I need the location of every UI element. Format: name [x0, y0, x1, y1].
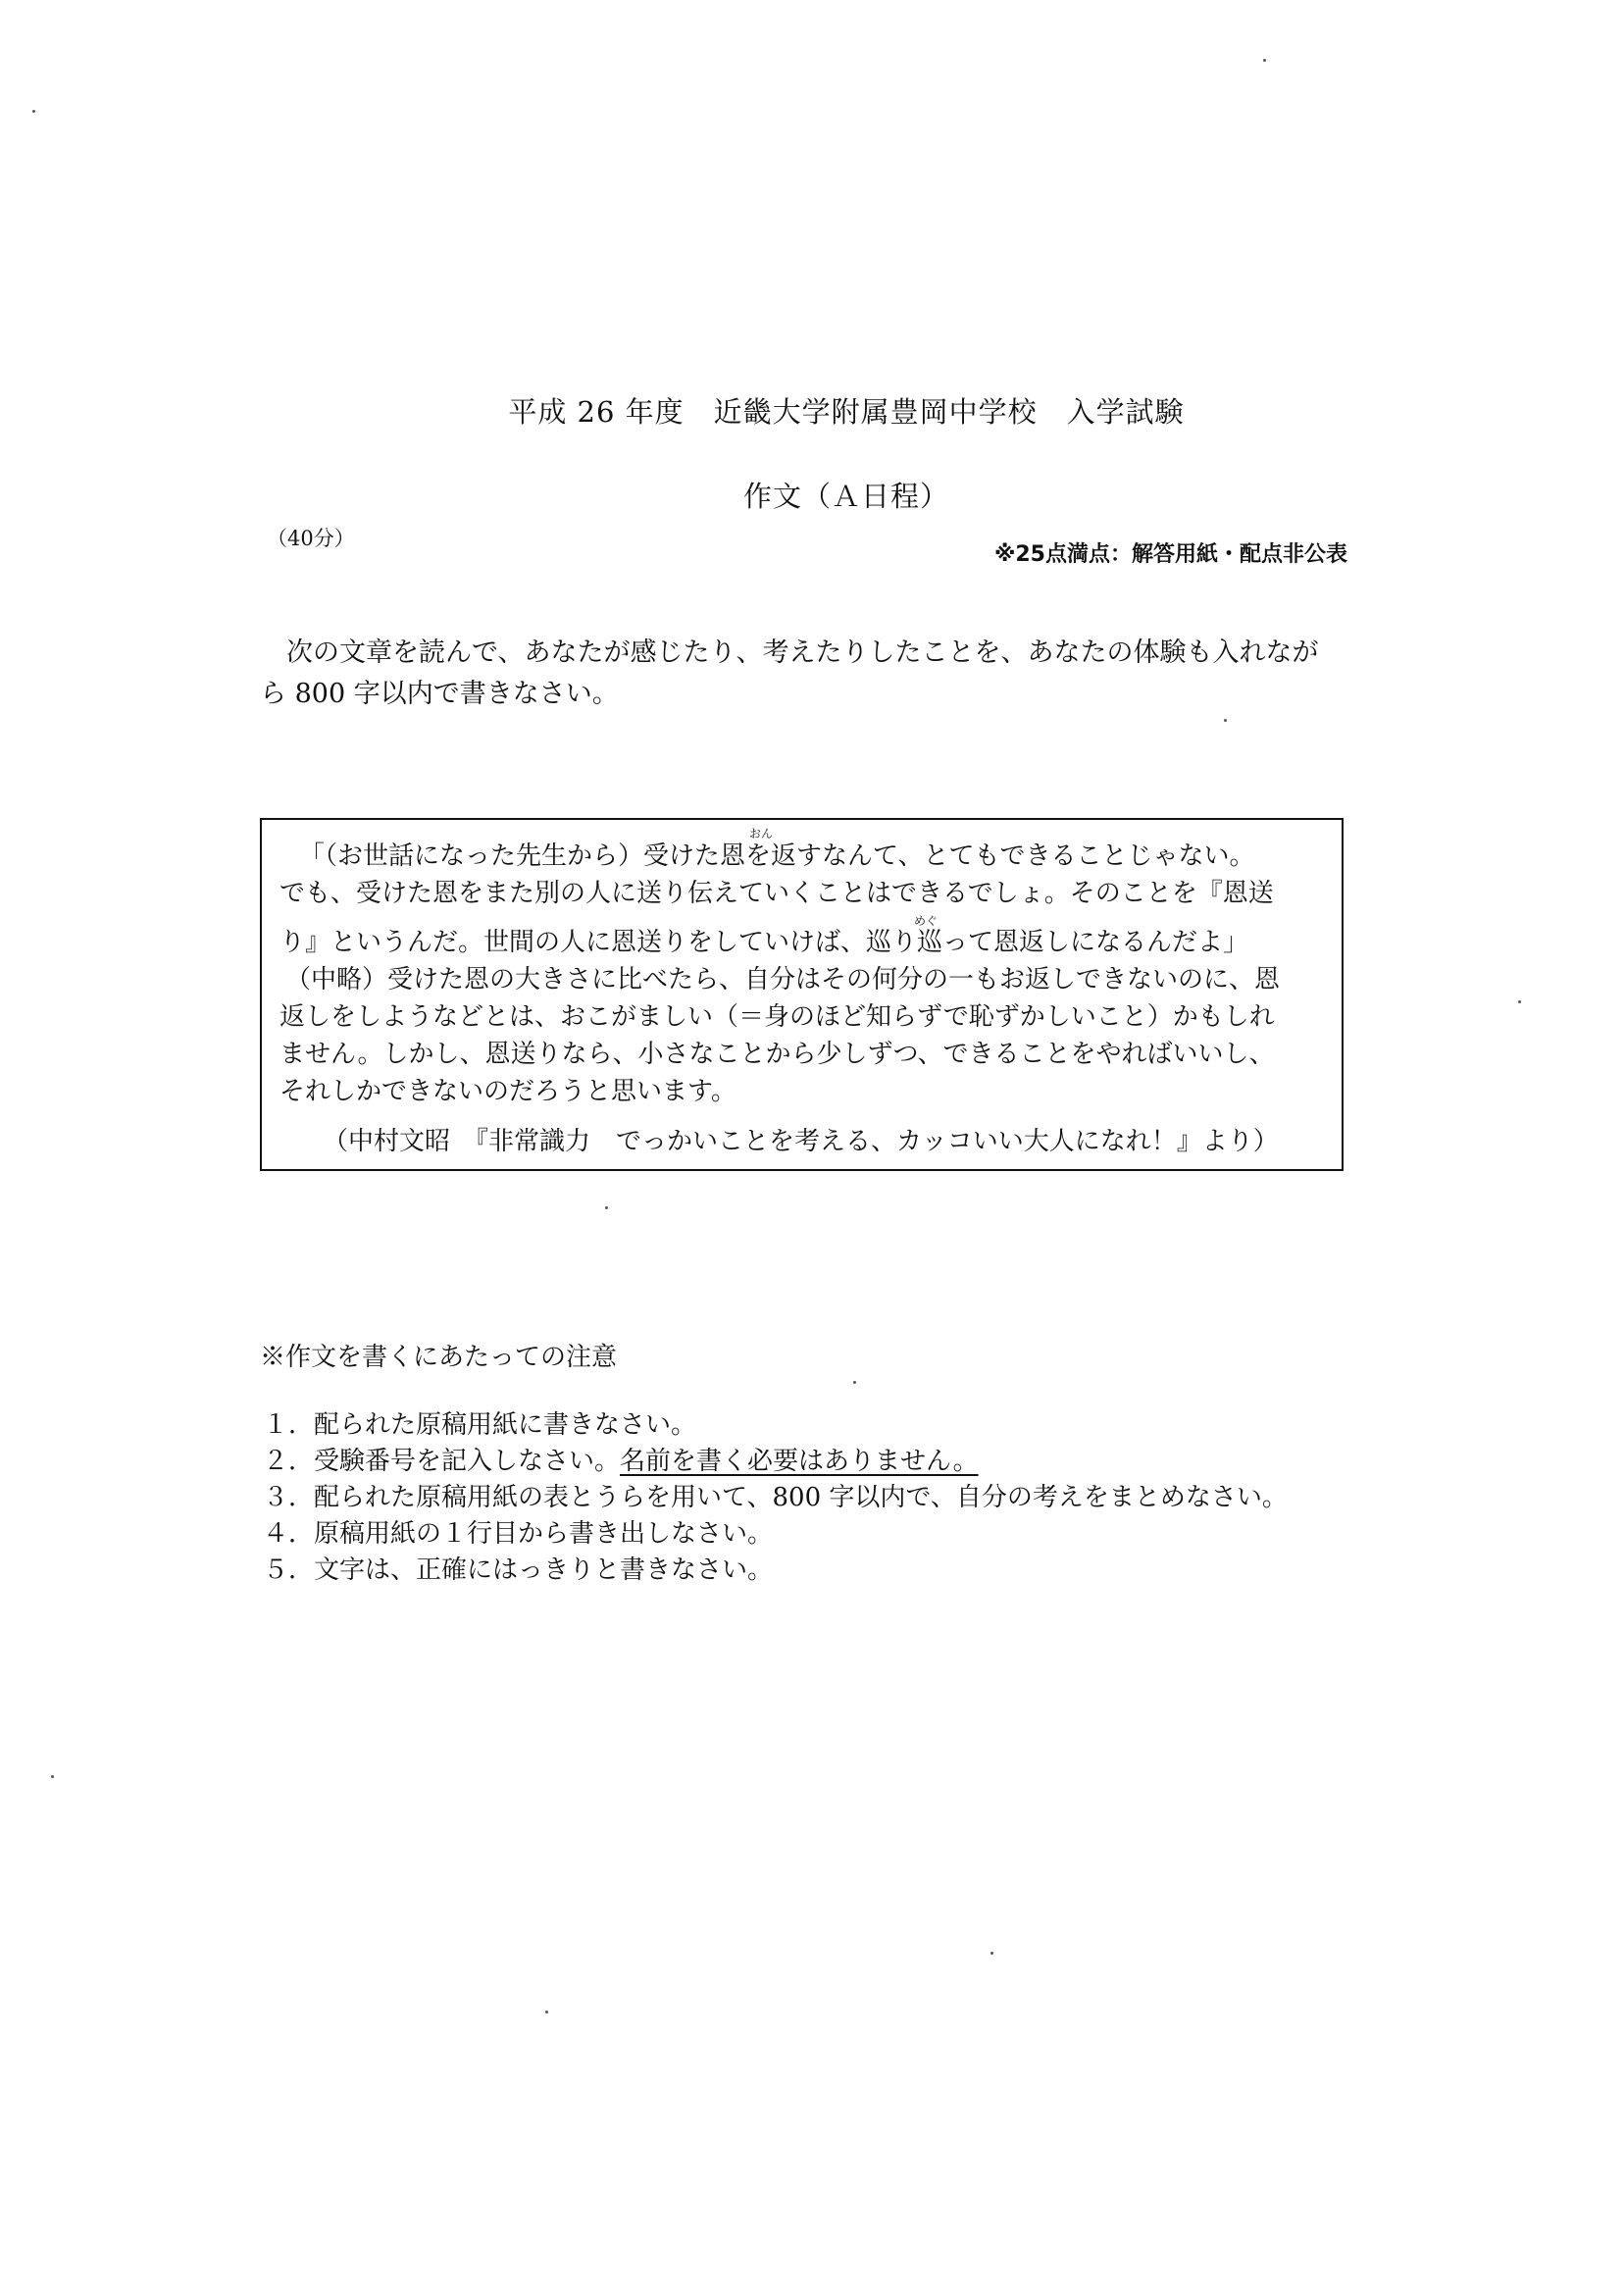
quote-line-1: 「（お世話になった先生から）受けた恩を返すなんて、とてもできることじゃない。 [299, 841, 1255, 871]
note-item-3 [263, 1477, 1288, 1513]
scan-speck [32, 110, 35, 113]
note-text: 受験番号を記入しなさい。 [314, 1447, 621, 1476]
note-number: １． [263, 1410, 315, 1440]
scan-speck [51, 1775, 54, 1778]
notes-heading: ※作文を書くにあたっての注意 [260, 1343, 618, 1372]
note-underlined-text: 名前を書く必要はありません。 [620, 1447, 979, 1476]
scan-speck [605, 1206, 608, 1209]
scan-speck [853, 1381, 856, 1384]
scan-speck [545, 2011, 548, 2014]
instructions [260, 633, 1348, 715]
ruby-megu: めぐ [914, 914, 939, 928]
scan-speck [990, 1952, 993, 1955]
note-item-4 [263, 1513, 773, 1550]
quote-line-5: 返しをしようなどとは、おこがましい（＝身のほど知らずで恥ずかしいこと）かもしれ [279, 1002, 1275, 1032]
quote-line-6: ません。しかし、恩送りなら、小さなことから少しずつ、できることをやればいいし、 [279, 1040, 1275, 1069]
quote-line-3: り』というんだ。世間の人に恩送りをしていけば、巡り巡って恩返しになるんだよ」 [279, 928, 1249, 957]
note-item-1 [263, 1404, 696, 1441]
scan-speck [1518, 1000, 1521, 1003]
note-item-2 [263, 1441, 979, 1477]
quote-line-4: （中略）受けた恩の大きさに比べたら、自分はその何分の一もお返しできないのに、恩 [285, 965, 1281, 994]
quote-box [260, 818, 1344, 1171]
quote-source: （中村文昭 『非常識力 でっかいことを考える、カッコいい大人になれ！』より） [323, 1127, 1279, 1156]
note-number: ４． [263, 1519, 315, 1549]
time-limit: （40分） [267, 527, 355, 550]
score-note: ※25点満点：解答用紙・配点非公表 [993, 542, 1347, 567]
instructions-line-1: 次の文章を読んで、あなたが感じたり、考えたりしたことを、あなたの体験も入れなが [286, 637, 1319, 668]
note-text: 文字は、正確にはっきりと書きなさい。 [314, 1555, 774, 1585]
quote-line-2: でも、受けた恩をまた別の人に送り伝えていくことはできるでしょ。そのことを『恩送 [279, 879, 1274, 908]
note-text: 原稿用紙の１行目から書き出しなさい。 [314, 1519, 774, 1549]
scan-speck [1263, 59, 1266, 62]
note-number: ２． [263, 1447, 315, 1476]
note-item-5 [263, 1550, 773, 1586]
note-text: 配られた原稿用紙に書きなさい。 [314, 1410, 697, 1440]
note-number: ５． [263, 1555, 315, 1585]
instructions-line-2: ら 800 字以内で書きなさい。 [260, 679, 619, 709]
scan-speck [1224, 719, 1227, 722]
exam-subtitle: 作文（Ａ日程） [742, 480, 949, 513]
quote-line-7: それしかできないのだろうと思います。 [279, 1077, 736, 1106]
ruby-on: おん [749, 827, 774, 841]
page-title: 平成 26 年度 近畿大学附属豊岡中学校 入学試験 [508, 395, 1185, 429]
note-number: ３． [263, 1483, 315, 1512]
note-text: 配られた原稿用紙の表とうらを用いて、800 字以内で、自分の考えをまとめなさい。 [314, 1483, 1288, 1512]
